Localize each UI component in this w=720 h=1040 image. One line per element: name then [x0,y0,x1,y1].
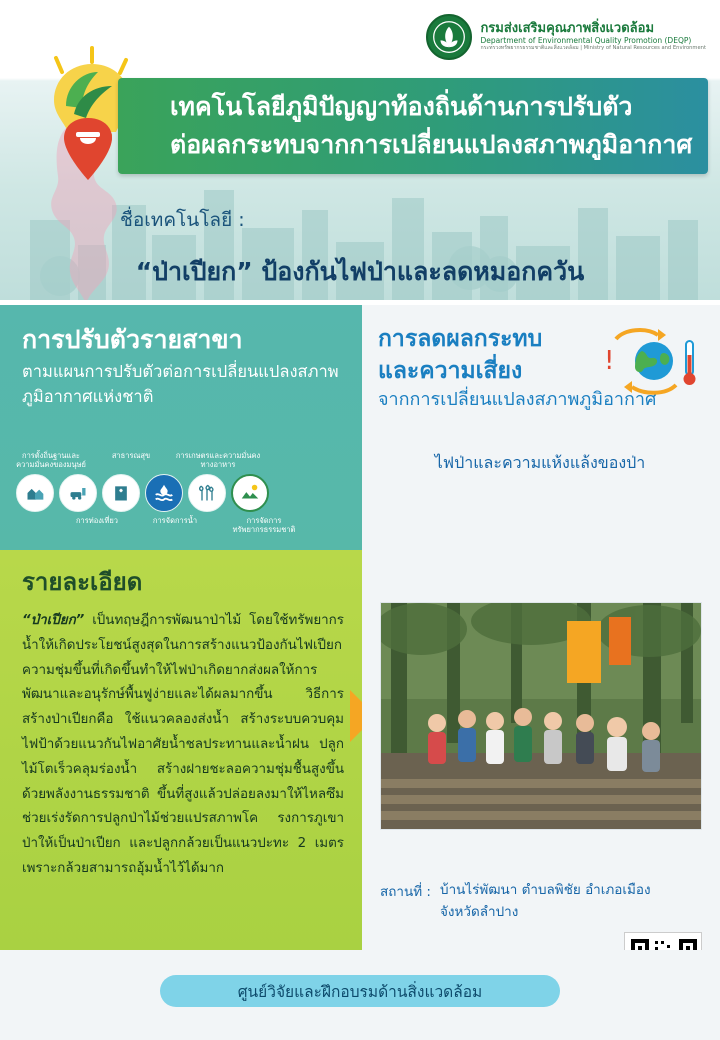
headline-line-2: ต่อผลกระทบจากการเปลี่ยนแปลงสภาพภูมิอากาศ [170,129,693,159]
water-management-icon[interactable] [145,474,183,512]
location-line-1: บ้านไร่พัฒนา ตำบลพิชัย อำเภอเมือง [440,882,651,898]
sector-label-settlement: การตั้งถิ่นฐานและความมั่นคงของมนุษย์ [16,451,86,470]
sector-icon-row [14,451,354,535]
adaptation-title: การปรับตัวรายสาขา [22,325,243,354]
details-title: รายละเอียด [22,568,143,596]
earth-thermometer-icon [602,323,698,401]
mitigation-subtitle: จากการเปลี่ยนแปลงสภาพภูมิอากาศ [378,389,657,411]
mitigation-panel [362,305,720,550]
org-name-th: กรมส่งเสริมคุณภาพสิ่งแวดล้อม [480,21,655,37]
field-photo-graphic [381,603,702,830]
location-label: สถานที่ : [380,884,431,900]
tourism-icon[interactable] [59,474,97,512]
mitigation-risk-text: ไฟป่าและความแห้งแล้งของป่า [434,453,646,473]
details-body-wrap [22,609,344,882]
details-highlight: “ป่าเปียก” [22,613,85,628]
settlement-icon[interactable] [16,474,54,512]
location-value [440,880,690,923]
sector-label-public-health: สาธารณสุข [111,451,151,460]
svg-text:!: ! [604,346,615,376]
photo-and-location-panel [362,550,720,950]
sector-icons [14,474,354,512]
mitigation-title-line-1: การลดผลกระทบ [378,326,543,352]
seal-glyph [432,20,466,54]
headline-ribbon [118,78,708,174]
technology-name-label: ชื่อเทคโนโลยี : [120,209,245,231]
sector-label-tourism: การท่องเที่ยว [75,515,118,525]
sector-label-agriculture: การเกษตรและความมั่นคงทางอาหาร [175,451,261,470]
headline-line-1: เทคโนโลยีภูมิปัญญาท้องถิ่นด้านการปรับตัว [170,92,633,121]
deqp-logo [426,14,706,60]
adaptation-subtitle: ตามแผนการปรับตัวต่อการเปลี่ยนแปลงสภาพภูมิอากาศแห่งชาติ [22,361,339,407]
technology-name-value: “ป่าเปียก” ป้องกันไฟป่าและลดหมอกควัน [135,257,585,286]
public-health-icon[interactable] [102,474,140,512]
org-ministry: กระทรวงทรัพยากรธรรมชาติและสิ่งแวดล้อม | Ministry of Natural Resources and Environment [480,44,706,51]
footer-center-label: ศูนย์วิจัยและฝึกอบรมด้านสิ่งแวดล้อม [160,975,560,1007]
deqp-seal-icon [426,14,472,60]
mitigation-title-line-2: และความเสี่ยง [378,358,523,385]
adaptation-panel [0,305,362,550]
sector-label-water: การจัดการน้ำ [152,515,198,525]
field-photo [380,602,702,830]
sector-label-natural-resource: การจัดการทรัพยากรธรรมชาติ [232,515,296,535]
details-panel [0,550,362,950]
details-body: เป็นทฤษฎีการพัฒนาป่าไม้ โดยใช้ทรัพยากรน้ำให้เกิดประโยชน์สูงสุดในการสร้างแนวป้องกันไฟเปียก ความชุ่มขึ้นที่เกิดขึ้นทำให้ไฟป่าเกิดยากส่งผลให้การพัฒนาและอนุรักษ์พื้นฟูง่ายและได้ผลมากขึ้น วิธีการสร้างป่าเปียกคือ ใช้แนวคลองส่งน้ำ สร้างระบบควบคุมไฟป้าด้วยแนวกันไฟอาศัยน้ำชลประทานและน้ำฝน ปลูกไม้โตเร็วคลุมร่องน้ำ สร้างฝายชะลอความชุ่มชื้นสูงขึ้นด้วยพลังงานธรรมชาติ ขึ้นที่สูงแล้วปล่อยลงมาให้ไหลซึม ช่วยเร่งรัดการปลูกป่าไม้ช่วยแปรสภาพโค รงการภูเขาป่าให้เป็นป่าเปียก และปลูกกล้วยเป็นแนวปะทะ 2 เมตร เพราะกล้วยสามารถอุ้มน้ำไว้ได้มาก [22,613,344,876]
agriculture-icon[interactable] [188,474,226,512]
location-line-2: จังหวัดลำปาง [440,903,519,920]
natural-resource-icon[interactable] [231,474,269,512]
org-name-en: Department of Environmental Quality Promotion (DEQP) [480,36,692,46]
